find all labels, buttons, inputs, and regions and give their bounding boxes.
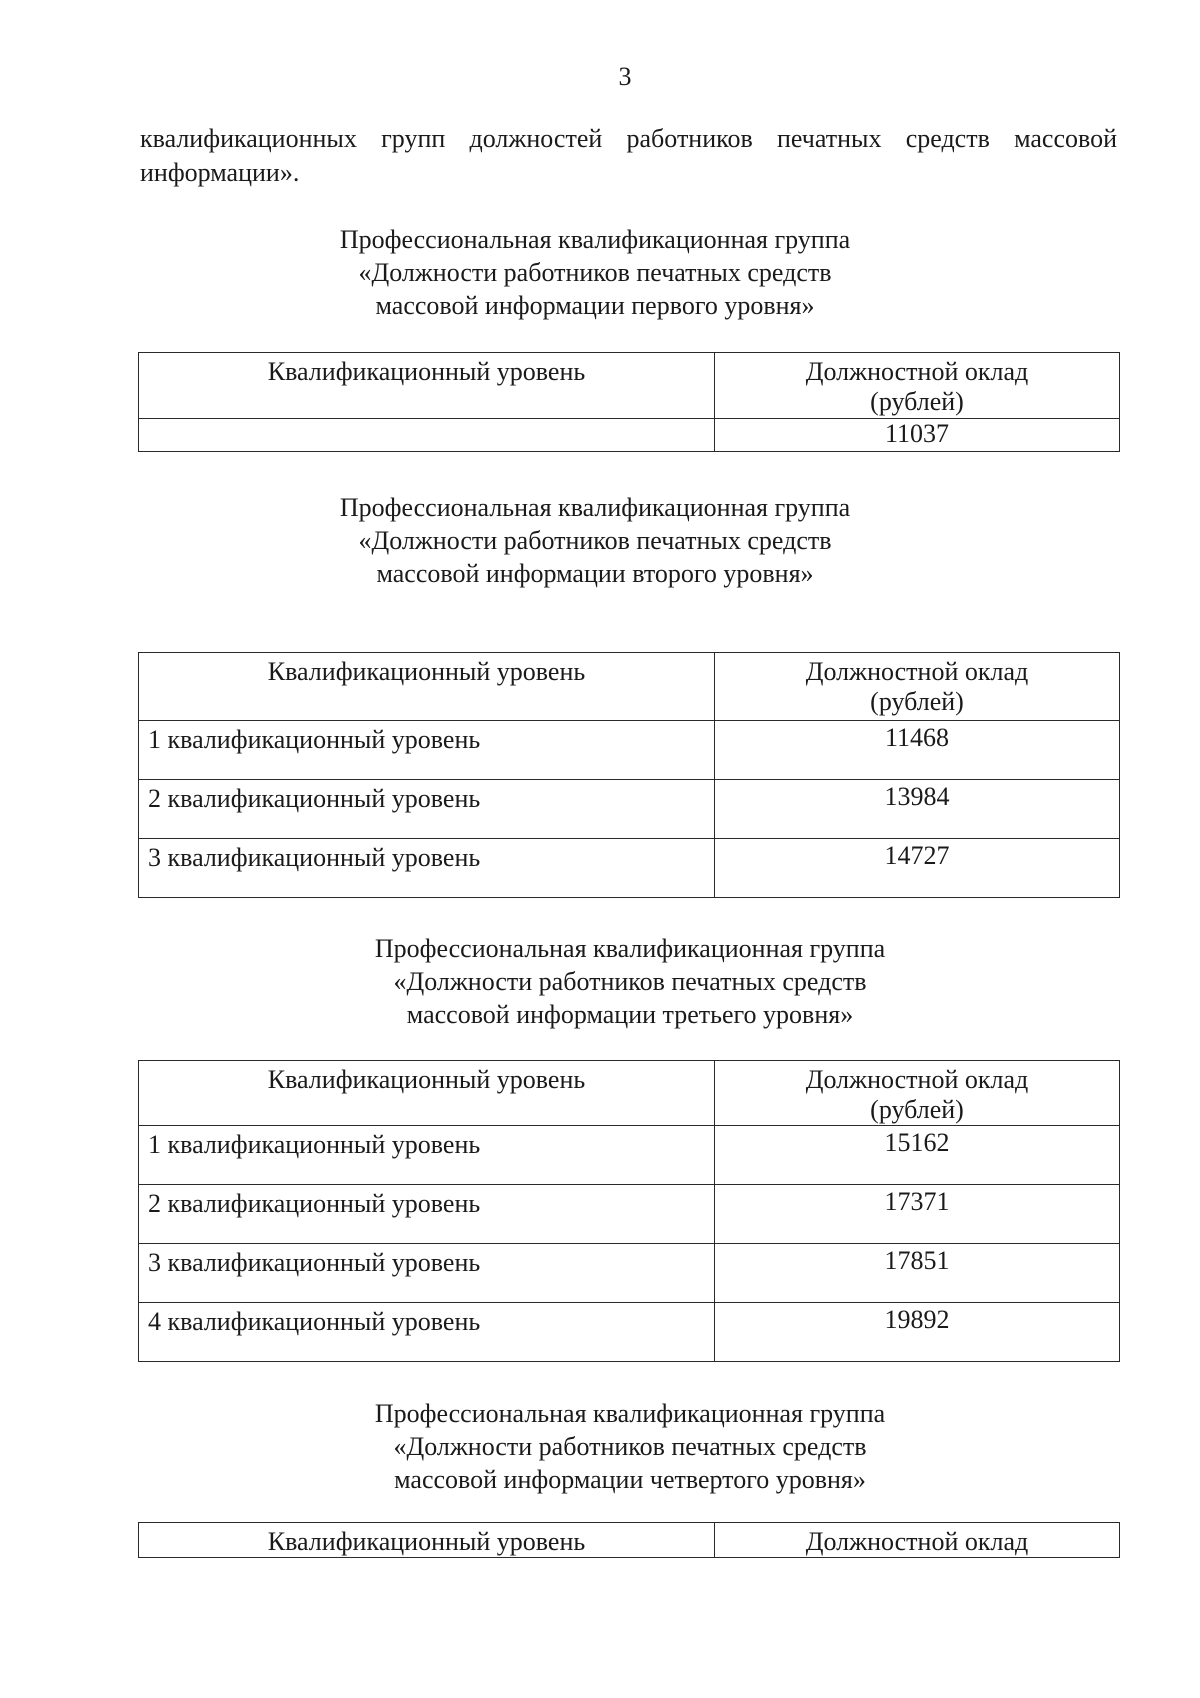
table-row: [139, 721, 1120, 780]
group-4-table: [138, 1522, 1120, 1558]
table-row: [139, 1185, 1120, 1244]
row-salary: 13984: [715, 780, 1120, 839]
intro-paragraph: [140, 122, 1117, 190]
row-salary: 17851: [715, 1244, 1120, 1303]
header-salary: Должностной оклад: [715, 1523, 1120, 1558]
group-4-heading-line-3: массовой информации четвертого уровня»: [394, 1465, 866, 1494]
header-salary-line-1: Должностной оклад: [805, 657, 1029, 686]
row-salary: 11037: [715, 419, 1120, 452]
intro-line-2: информации».: [140, 158, 300, 187]
group-3-heading: [345, 932, 915, 1031]
table-header-row: [139, 653, 1120, 721]
group-4-heading: [345, 1397, 915, 1496]
header-salary-line-1: Должностной оклад: [805, 1065, 1029, 1094]
header-salary: [715, 353, 1120, 419]
table-row: [139, 780, 1120, 839]
header-salary: [715, 653, 1120, 721]
group-2-heading: [310, 491, 880, 590]
row-level: 3 квалификационный уровень: [139, 839, 715, 898]
header-salary-line-2: (рублей): [870, 387, 964, 416]
header-salary-line-2: (рублей): [870, 687, 964, 716]
group-4-heading-line-1: Профессиональная квалификационная группа: [374, 1399, 886, 1428]
table-header-row: [139, 1523, 1120, 1558]
group-1-heading-line-1: Профессиональная квалификационная группа: [339, 225, 851, 254]
row-salary: 14727: [715, 839, 1120, 898]
group-2-heading-line-2: «Должности работников печатных средств: [358, 526, 832, 555]
header-level: Квалификационный уровень: [139, 353, 715, 419]
row-salary: 11468: [715, 721, 1120, 780]
group-2-heading-line-3: массовой информации второго уровня»: [376, 559, 814, 588]
page-number: 3: [618, 62, 632, 91]
header-level: Квалификационный уровень: [139, 653, 715, 721]
table-row: [139, 419, 1120, 452]
row-level: 2 квалификационный уровень: [139, 1185, 715, 1244]
group-2-heading-line-1: Профессиональная квалификационная группа: [339, 493, 851, 522]
group-3-heading-line-2: «Должности работников печатных средств: [393, 967, 867, 996]
table-row: [139, 1126, 1120, 1185]
row-salary: 17371: [715, 1185, 1120, 1244]
row-level: 1 квалификационный уровень: [139, 1126, 715, 1185]
group-1-heading-line-3: массовой информации первого уровня»: [375, 291, 815, 320]
row-level: [139, 419, 715, 452]
header-level: Квалификационный уровень: [139, 1523, 715, 1558]
group-3-heading-line-1: Профессиональная квалификационная группа: [374, 934, 886, 963]
group-4-heading-line-2: «Должности работников печатных средств: [393, 1432, 867, 1461]
intro-line-1: квалификационных групп должностей работников печатных средств массовой: [140, 124, 1117, 153]
row-level: 2 квалификационный уровень: [139, 780, 715, 839]
header-level: Квалификационный уровень: [139, 1061, 715, 1126]
row-level: 4 квалификационный уровень: [139, 1303, 715, 1362]
row-salary: 15162: [715, 1126, 1120, 1185]
group-2-table: [138, 652, 1120, 898]
row-level: 1 квалификационный уровень: [139, 721, 715, 780]
group-1-heading: [310, 223, 880, 322]
header-salary-line-1: Должностной оклад: [805, 357, 1029, 386]
row-salary: 19892: [715, 1303, 1120, 1362]
table-header-row: [139, 353, 1120, 419]
header-salary: [715, 1061, 1120, 1126]
header-salary-line-2: (рублей): [870, 1095, 964, 1124]
table-row: [139, 1303, 1120, 1362]
table-header-row: [139, 1061, 1120, 1126]
table-row: [139, 1244, 1120, 1303]
table-row: [139, 839, 1120, 898]
row-level: 3 квалификационный уровень: [139, 1244, 715, 1303]
group-1-heading-line-2: «Должности работников печатных средств: [358, 258, 832, 287]
group-1-table: [138, 352, 1120, 452]
group-3-table: [138, 1060, 1120, 1362]
group-3-heading-line-3: массовой информации третьего уровня»: [406, 1000, 854, 1029]
